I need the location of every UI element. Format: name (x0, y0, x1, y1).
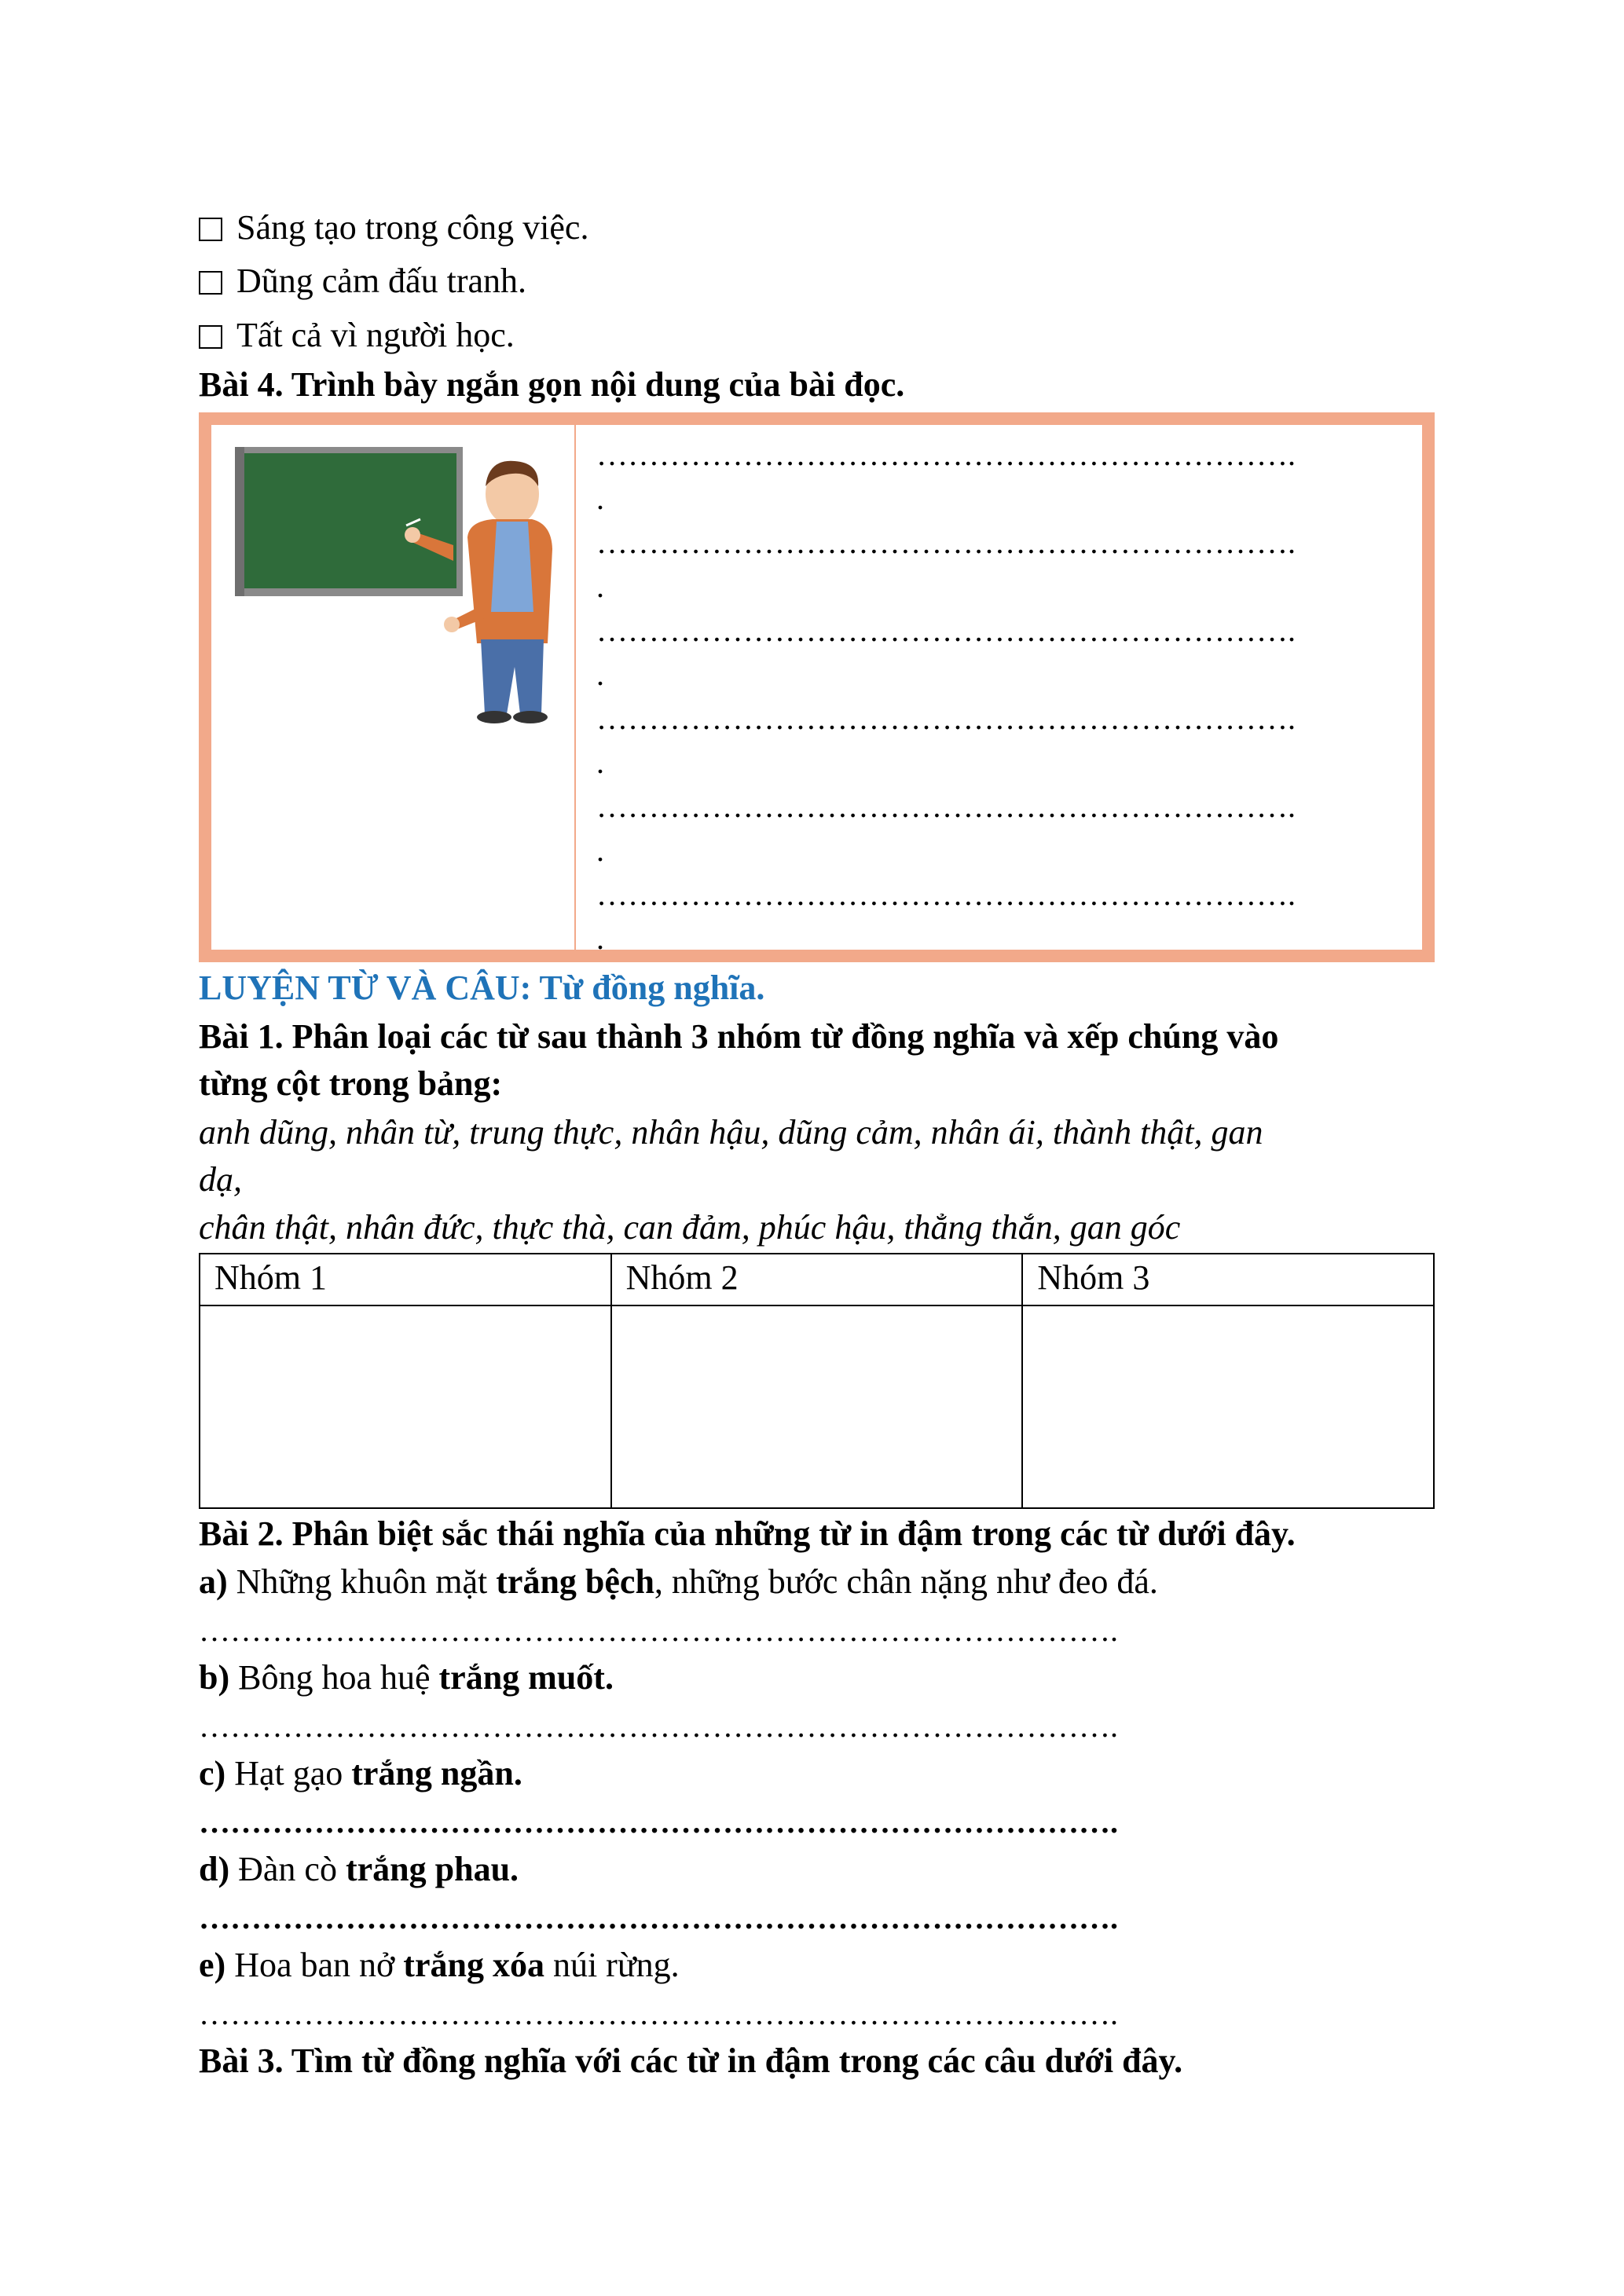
item-label: a) (199, 1562, 228, 1601)
bai1-word-list: chân thật, nhân đức, thực thà, can đảm, phúc hậu, thẳng thắn, gan góc (199, 1208, 1181, 1247)
dotted-answer-line-end: . (596, 921, 604, 956)
table-header: Nhóm 3 (1022, 1254, 1434, 1305)
table-cell[interactable] (611, 1305, 1023, 1508)
item-text: Hạt gạo (225, 1754, 352, 1792)
answer-fill-line[interactable]: ……………………………………………………………………………. (199, 1996, 1118, 2031)
item-text: núi rừng. (544, 1946, 680, 1984)
item-label: b) (199, 1658, 230, 1697)
dotted-answer-line[interactable]: …………………………………………………………. (596, 877, 1296, 912)
section-heading: LUYỆN TỪ VÀ CÂU: Từ đồng nghĩa. (199, 969, 765, 1007)
item-label: d) (199, 1850, 230, 1888)
bai1-title-cont: từng cột trong bảng: (199, 1064, 503, 1103)
dotted-answer-line-end: . (596, 657, 604, 692)
answer-fill-line[interactable]: ……………………………………………………………………………. (199, 1804, 1118, 1840)
checklist-item (199, 206, 588, 250)
bai2-title: Bài 2. Phân biệt sắc thái nghĩa của những từ in đậm trong các từ dưới đây. (199, 1514, 1296, 1553)
checkbox[interactable] (199, 271, 222, 295)
item-text: Hoa ban nở (225, 1946, 404, 1984)
bai1-word-list: anh dũng, nhân từ, trung thực, nhân hậu, dũng cảm, nhân ái, thành thật, gan (199, 1113, 1263, 1152)
checkbox[interactable] (199, 218, 222, 241)
bai1-title: Bài 1. Phân loại các từ sau thành 3 nhóm từ đồng nghĩa và xếp chúng vào (199, 1017, 1279, 1056)
answer-fill-line[interactable]: ……………………………………………………………………………. (199, 1708, 1118, 1744)
table-cell[interactable] (200, 1305, 611, 1508)
bai4-answer-frame (199, 412, 1435, 962)
checkbox[interactable] (199, 325, 222, 349)
bai2-item-c (199, 1752, 522, 1796)
dotted-answer-line[interactable]: …………………………………………………………. (596, 525, 1296, 560)
answer-fill-line[interactable]: ……………………………………………………………………………. (199, 1900, 1118, 1935)
table-header: Nhóm 2 (611, 1254, 1023, 1305)
bai4-dotted-lines (596, 433, 1413, 961)
group-table (199, 1253, 1435, 1509)
item-text: Đàn cò (229, 1850, 346, 1888)
dotted-answer-line[interactable]: …………………………………………………………. (596, 613, 1296, 648)
bai2-item-b (199, 1656, 614, 1700)
checklist-item (199, 313, 515, 357)
frame-divider (574, 425, 576, 950)
table-cell[interactable] (1022, 1305, 1434, 1508)
item-text: , những bước chân nặng như đeo đá. (654, 1562, 1158, 1601)
dotted-answer-line-end: . (596, 745, 604, 780)
item-text: Những khuôn mặt (227, 1562, 497, 1601)
item-bold-word: trắng xóa (403, 1946, 544, 1984)
teacher-chalkboard-illustration (218, 431, 563, 730)
item-bold-word: trắng muốt. (438, 1658, 614, 1697)
dotted-answer-line-end: . (596, 481, 604, 516)
item-label: c) (199, 1754, 226, 1792)
dotted-answer-line-end: . (596, 569, 604, 604)
dotted-answer-line[interactable]: …………………………………………………………. (596, 789, 1296, 824)
table-header: Nhóm 1 (200, 1254, 611, 1305)
item-bold-word: trắng ngần. (351, 1754, 522, 1792)
item-text: Bông hoa huệ (229, 1658, 439, 1697)
checklist-label: Sáng tạo trong công việc. (236, 208, 589, 247)
item-bold-word: trắng bệch (496, 1562, 654, 1601)
dotted-answer-line[interactable]: …………………………………………………………. (596, 437, 1296, 472)
checklist-label: Dũng cảm đấu tranh. (236, 262, 526, 300)
dotted-answer-line[interactable]: …………………………………………………………. (596, 701, 1296, 736)
bai2-item-a (199, 1560, 1158, 1604)
bai2-item-e (199, 1943, 680, 1987)
dotted-answer-line-end: . (596, 833, 604, 868)
item-label: e) (199, 1946, 226, 1984)
bai4-title: Bài 4. Trình bày ngắn gọn nội dung của bài đọc. (199, 365, 905, 404)
item-bold-word: trắng phau. (345, 1850, 519, 1888)
bai2-item-d (199, 1847, 519, 1891)
checklist-item (199, 259, 526, 303)
checklist-label: Tất cả vì người học. (236, 316, 515, 354)
answer-fill-line[interactable]: ……………………………………………………………………………. (199, 1613, 1118, 1648)
bai3-title: Bài 3. Tìm từ đồng nghĩa với các từ in đậm trong các câu dưới đây. (199, 2041, 1183, 2080)
bai1-word-list: dạ, (199, 1160, 242, 1199)
